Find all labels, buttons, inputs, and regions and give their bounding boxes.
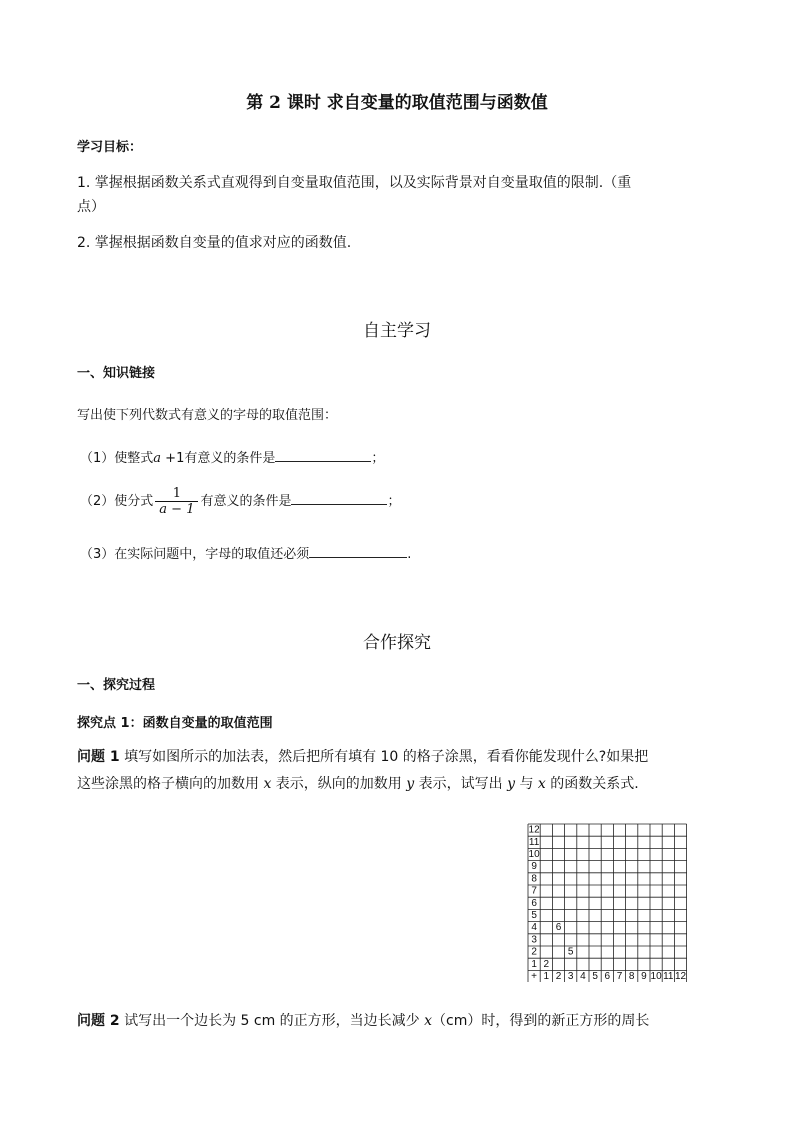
fraction [155, 486, 198, 517]
page-title: 第 2 课时 求自变量的取值范围与函数值 [246, 93, 548, 113]
var-x: x [424, 1013, 433, 1029]
row-label: 7 [531, 885, 537, 897]
addition-table-grid [526, 822, 700, 982]
problem-1-text: 填写如图所示的加法表，然后把所有填有 10 的格子涂黑，看看你能发现什么?如果把 [119, 749, 649, 765]
column-label: 5 [592, 971, 598, 982]
row-label: 3 [531, 934, 537, 946]
row-label: 1 [531, 958, 537, 970]
column-label: 9 [641, 971, 647, 982]
cooperation-heading: 合作探究 [363, 633, 431, 653]
column-label: 8 [628, 971, 635, 982]
row-label: 10 [528, 849, 540, 860]
question-2-prefix: （2）使分式 [80, 494, 154, 509]
knowledge-link-section: 一、知识链接 [77, 366, 156, 381]
filled-cell-value: 2 [543, 958, 550, 970]
self-study-heading: 自主学习 [363, 321, 431, 341]
question-2 [80, 486, 401, 517]
problem-2 [77, 1010, 649, 1030]
goal-1-line-2: 点） [77, 199, 105, 215]
question-2-suffix: 有意义的条件是 [200, 494, 292, 509]
column-label: 1 [543, 971, 550, 982]
question-3 [80, 543, 411, 562]
question-1 [80, 447, 384, 466]
question-1-end: ； [371, 451, 385, 466]
problem-1-text-a: 这些涂黑的格子横向的加数用 [77, 776, 264, 792]
var-x: x [263, 776, 272, 792]
question-1-prefix: （1）使整式 [80, 451, 154, 466]
goal-1-line-1: 1. 掌握根据函数关系式直观得到自变量取值范围，以及实际背景对自变量取值的限制.（重 [77, 175, 632, 191]
problem-2-label: 问题 2 [77, 1013, 120, 1029]
question-3-text: （3）在实际问题中，字母的取值还必须 [80, 547, 310, 562]
column-label: 10 [650, 971, 662, 982]
filled-cell-value: 6 [555, 922, 562, 934]
problem-2-text-a: 试写出一个边长为 5 cm 的正方形，当边长减少 [119, 1013, 425, 1029]
question-1-variable: a [153, 451, 162, 466]
row-label: 8 [531, 873, 537, 885]
question-3-end: . [407, 547, 412, 562]
problem-1-text-b: 表示，纵向的加数用 [271, 776, 407, 792]
problem-1-text-e: 的函数关系式. [545, 776, 639, 792]
column-label: 6 [604, 971, 611, 982]
question-2-end: ； [387, 494, 401, 509]
row-label: 2 [531, 946, 537, 958]
column-label: 12 [674, 971, 687, 982]
answer-blank-3[interactable] [309, 543, 407, 558]
problem-1-label: 问题 1 [77, 749, 120, 765]
row-label: 11 [528, 836, 540, 848]
problem-1-text-d: 与 [515, 776, 538, 792]
var-y: y [507, 776, 516, 792]
exploration-point-1: 探究点 1：函数自变量的取值范围 [77, 716, 273, 731]
column-label: 11 [663, 971, 674, 982]
problem-1-text-c: 表示，试写出 [414, 776, 508, 792]
question-1-suffix: 有意义的条件是 [184, 451, 276, 466]
answer-blank-1[interactable] [275, 447, 371, 462]
goal-2: 2. 掌握根据函数自变量的值求对应的函数值. [77, 235, 352, 251]
fraction-denominator: a − 1 [155, 501, 198, 517]
question-1-expr-rest: +1 [161, 451, 185, 466]
problem-1-line-2 [77, 773, 639, 793]
row-label: 4 [531, 922, 537, 934]
filled-cell-value: 5 [567, 946, 574, 958]
column-label: 2 [555, 971, 562, 982]
column-label: 7 [616, 971, 623, 982]
row-label: 9 [531, 861, 537, 873]
table-corner-plus: + [531, 971, 538, 982]
problem-1-line-1 [77, 746, 648, 766]
var-y: y [406, 776, 415, 792]
goals-heading: 学习目标： [77, 140, 143, 155]
row-label: 12 [528, 824, 540, 836]
var-x: x [537, 776, 546, 792]
self-study-intro: 写出使下列代数式有意义的字母的取值范围： [77, 408, 338, 423]
answer-blank-2[interactable] [291, 490, 387, 505]
row-label: 6 [531, 897, 537, 909]
column-label: 4 [580, 971, 586, 982]
exploration-section: 一、探究过程 [77, 678, 156, 693]
fraction-numerator: 1 [172, 486, 182, 501]
row-label: 5 [531, 910, 537, 921]
problem-2-text-b: （cm）时，得到的新正方形的周长 [432, 1013, 650, 1029]
column-label: 3 [567, 971, 574, 982]
